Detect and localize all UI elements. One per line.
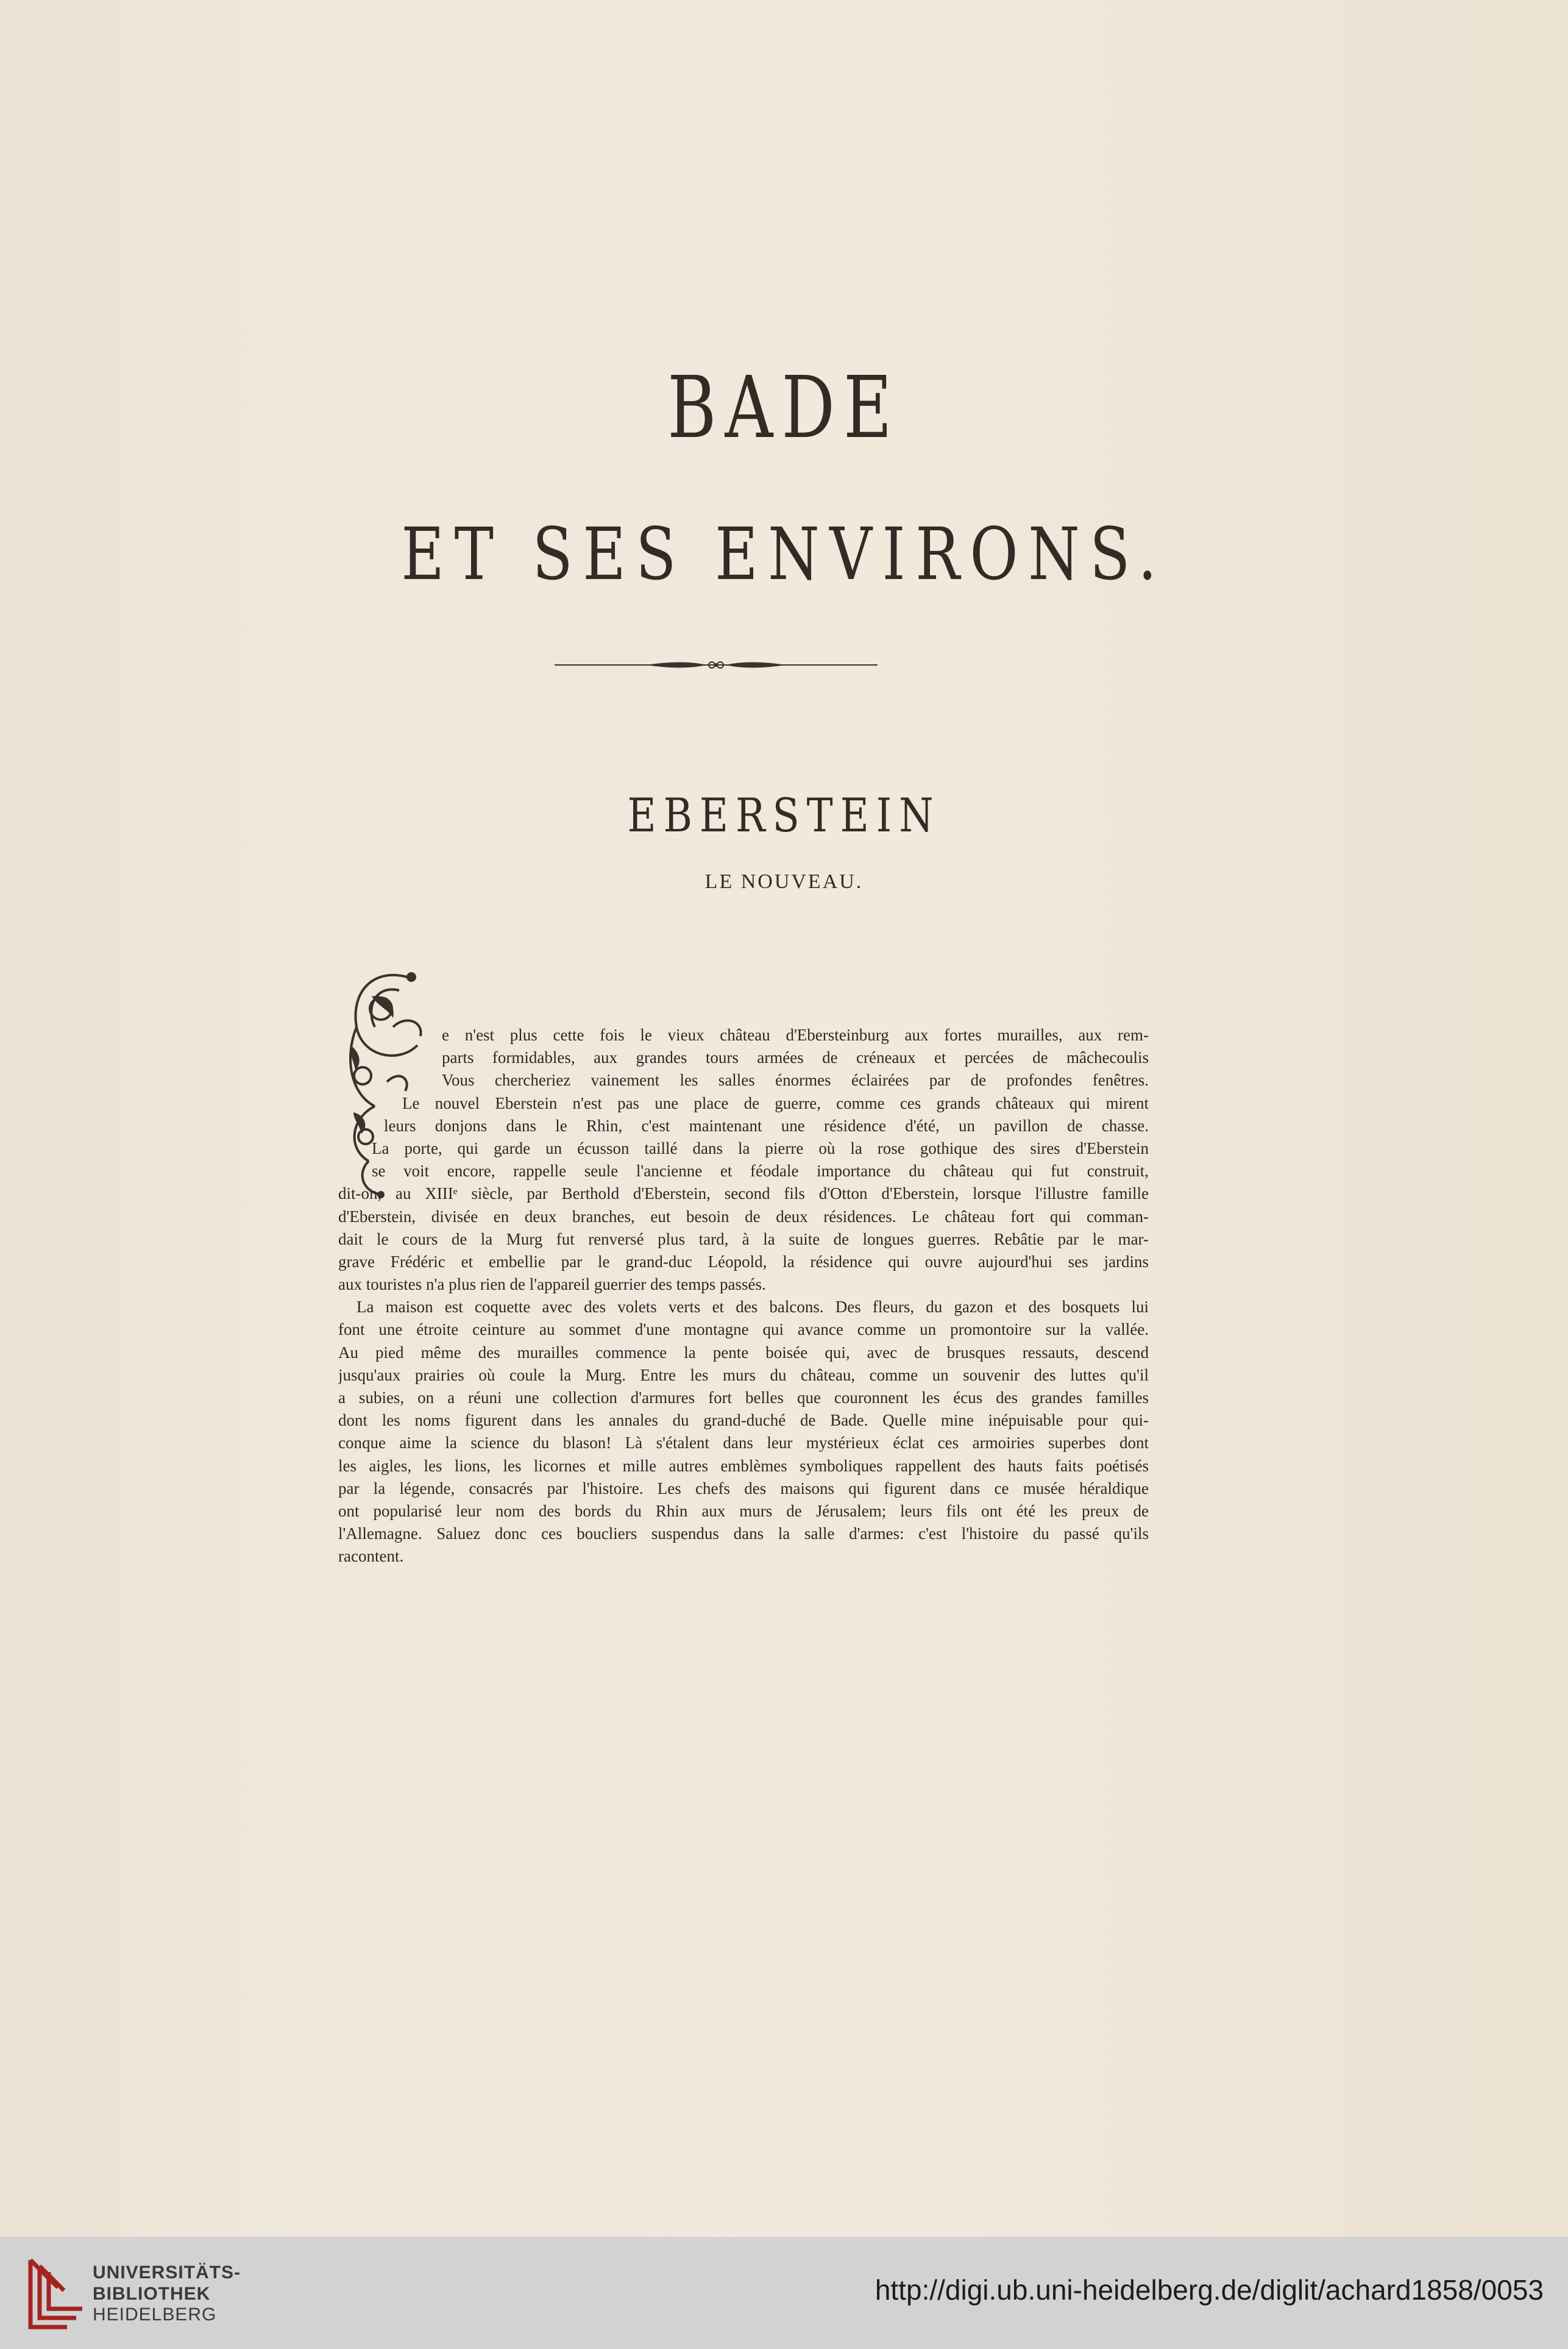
text-line: dont les noms figurent dans les annales du grand-duché de Bade. Quelle mine inépuisable pour qui- <box>338 1411 1149 1430</box>
text-line: l'Allemagne. Saluez donc ces boucliers suspendus dans la salle d'armes: c'est l'histoire du passé qu'ils <box>338 1524 1149 1543</box>
text-line: Le nouvel Eberstein n'est pas une place de guerre, comme ces grands châteaux qui mirent <box>402 1093 1149 1112</box>
footer-bar <box>0 2237 1568 2349</box>
library-name-line1: UNIVERSITÄTS- <box>93 2262 241 2283</box>
text-line: leurs donjons dans le Rhin, c'est maintenant une résidence d'été, un pavillon de chasse. <box>384 1116 1149 1135</box>
text-line: e n'est plus cette fois le vieux château d'Ebersteinburg aux fortes murailles, aux rem- <box>442 1026 1149 1044</box>
text-line: aux touristes n'a plus rien de l'appareil guerrier des temps passés. <box>338 1275 766 1294</box>
text-line: Vous chercheriez vainement les salles énormes éclairées par de profondes fenêtres. <box>442 1071 1149 1090</box>
library-name-line3: HEIDELBERG <box>93 2305 217 2325</box>
text-line: jusqu'aux prairies où coule la Murg. Entre les murs du château, comme un souvenir des luttes qu'il <box>338 1365 1149 1384</box>
text-line: les aigles, les lions, les licornes et mille autres emblèmes symboliques rappellent des hauts faits poétisés <box>338 1456 1149 1475</box>
library-name <box>93 2262 241 2326</box>
text-line: se voit encore, rappelle seule l'ancienne et féodale importance du château qui fut construit, <box>372 1162 1149 1181</box>
text-line: dit-on, au XIIIᵉ siècle, par Berthold d'Eberstein, second fils d'Otton d'Eberstein, lorsque l'illustre famille <box>338 1184 1149 1203</box>
section-subtitle: LE NOUVEAU. <box>704 870 864 893</box>
text-line: par la légende, consacrés par l'histoire. Les chefs des maisons qui figurent dans ce musée héraldique <box>338 1479 1149 1498</box>
body-text <box>338 1024 1149 1568</box>
text-line: dait le cours de la Murg fut renversé plus tard, à la suite de longues guerres. Rebâtie par le mar- <box>338 1229 1149 1248</box>
text-line: La maison est coquette avec des volets verts et des balcons. Des fleurs, du gazon et des bosquets lui <box>357 1298 1149 1317</box>
text-line: font une étroite ceinture au sommet d'une montagne qui avance comme un promontoire sur la vallée. <box>338 1320 1149 1339</box>
section-title: EBERSTEIN <box>627 788 941 842</box>
text-line: d'Eberstein, divisée en deux branches, eut besoin de deux résidences. Le château fort qui comman- <box>338 1207 1149 1226</box>
ornament-divider-icon <box>555 657 878 673</box>
text-line: racontent. <box>338 1547 404 1566</box>
text-line: Au pied même des murailles commence la pente boisée qui, avec de brusques ressauts, descend <box>338 1343 1149 1362</box>
text-line: La porte, qui garde un écusson taillé dans la pierre où la rose gothique des sires d'Eberstein <box>372 1139 1149 1157</box>
page-subtitle: ET SES ENVIRONS. <box>401 512 1167 596</box>
text-line: a subies, on a réuni une collection d'armures fort belles que couronnent les écus des grandes familles <box>338 1388 1149 1407</box>
library-name-line2: BIBLIOTHEK <box>93 2283 211 2304</box>
source-url-link[interactable]: http://digi.ub.uni-heidelberg.de/diglit/achard1858/0053 <box>874 2274 1544 2306</box>
text-line: parts formidables, aux grandes tours armées de créneaux et percées de mâchecoulis <box>442 1048 1149 1067</box>
text-line: ont popularisé leur nom des bords du Rhin aux murs de Jérusalem; leurs fils ont été les preux de <box>338 1501 1149 1520</box>
university-library-logo-icon <box>24 2254 85 2333</box>
text-line: grave Frédéric et embellie par le grand-duc Léopold, la résidence qui ouvre aujourd'hui ses jardins <box>338 1252 1149 1271</box>
page-title: BADE <box>667 358 901 458</box>
text-line: conque aime la science du blason! Là s'étalent dans leur mystérieux éclat ces armoiries superbes dont <box>338 1434 1149 1452</box>
